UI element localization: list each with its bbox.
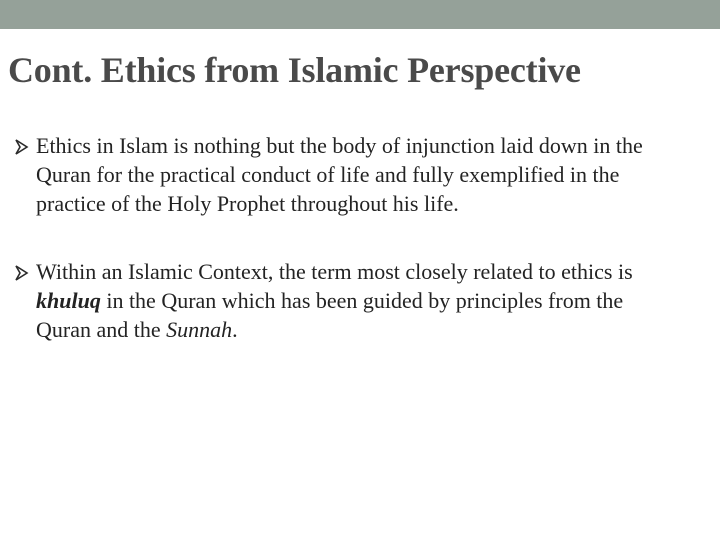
bullet-item-2	[15, 257, 665, 344]
arrow-bullet-icon	[15, 139, 29, 155]
bullet-text-after: .	[232, 317, 238, 342]
bullet-text-before: Within an Islamic Context, the term most closely related to ethics is	[36, 259, 633, 284]
term-khuluq: khuluq	[36, 288, 101, 313]
term-sunnah: Sunnah	[166, 317, 233, 342]
bullet-text-middle: in the Quran which has been guided by principles from the Quran and the	[36, 288, 624, 342]
bullet-item-1	[15, 131, 665, 218]
top-bar	[0, 0, 720, 29]
arrow-bullet-icon	[15, 265, 29, 281]
bullet-text: Ethics in Islam is nothing but the body of injunction laid down in the Quran for the practical conduct of life and fully exemplified in the practice of the Holy Prophet throughout his life.	[36, 133, 643, 216]
slide-title: Cont. Ethics from Islamic Perspective	[8, 50, 581, 90]
bullet-list	[15, 131, 665, 344]
